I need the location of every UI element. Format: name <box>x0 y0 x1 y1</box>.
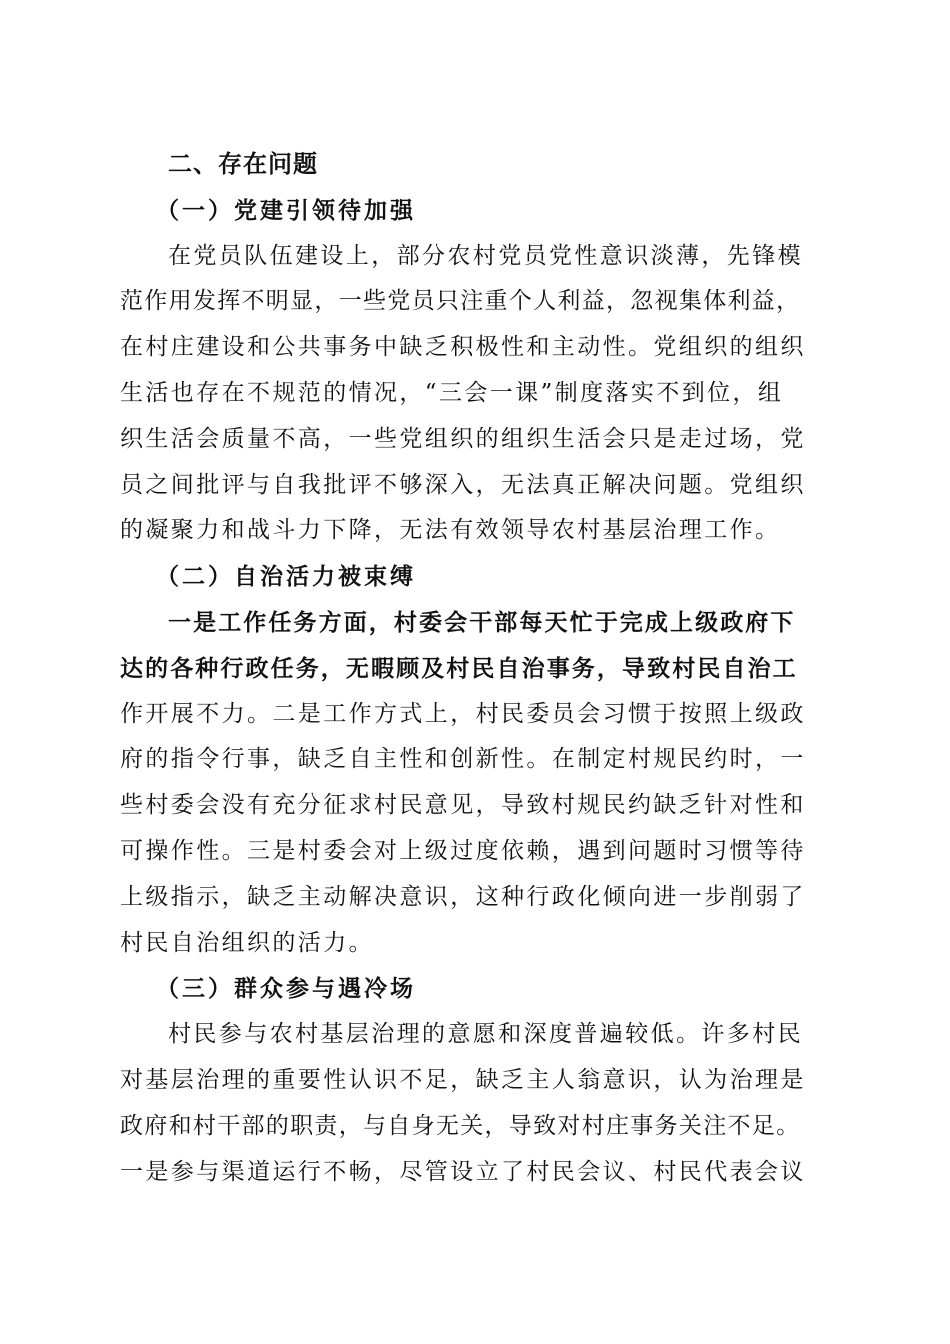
paragraph-line: 的凝聚力和战斗力下降，无法有效领导农村基层治理工作。 <box>120 517 781 544</box>
paragraph-line: 在村庄建设和公共事务中缺乏积极性和主动性。党组织的组织 <box>120 334 806 361</box>
text-body <box>120 142 832 1195</box>
section-title: 二、存在问题 <box>168 150 318 178</box>
paragraph-line: 府的指令行事，缺乏自主性和创新性。在制定村规民约时，一 <box>120 746 806 773</box>
paragraph-line: 村民自治组织的活力。 <box>120 929 374 956</box>
paragraph-line: 对基层治理的重要性认识不足，缺乏主人翁意识，认为治理是 <box>120 1066 806 1093</box>
subsection-title-3: （三）群众参与遇冷场 <box>156 975 416 1003</box>
paragraph-line: 一是工作任务方面，村委会干部每天忙于完成上级政府下 <box>168 608 796 636</box>
subsection-title-2: （二）自治活力被束缚 <box>156 563 416 591</box>
paragraph-line: 可操作性。三是村委会对上级过度依赖，遇到问题时习惯等待 <box>120 837 806 864</box>
paragraph-line: 达的各种行政任务，无暇顾及村民自治事务，导致村民自治工 <box>120 654 798 682</box>
paragraph-line: 织生活会质量不高，一些党组织的组织生活会只是走过场，党 <box>120 425 806 452</box>
paragraph-line: 政府和村干部的职责，与自身无关，导致对村庄事务关注不足。 <box>120 1112 801 1139</box>
subsection-title-1: （一）党建引领待加强 <box>156 196 416 224</box>
paragraph-line: 范作用发挥不明显，一些党员只注重个人利益，忽视集体利益， <box>120 288 801 315</box>
paragraph-line: 一是参与渠道运行不畅，尽管设立了村民会议、村民代表会议 <box>120 1158 806 1185</box>
paragraph-line: 在党员队伍建设上，部分农村党员党性意识淡薄，先锋模 <box>168 242 803 269</box>
paragraph-line: 村民参与农村基层治理的意愿和深度普遍较低。许多村民 <box>168 1021 803 1048</box>
paragraph-line: 作开展不力。二是工作方式上，村民委员会习惯于按照上级政 <box>120 700 806 727</box>
paragraph-line: 生活也存在不规范的情况，“三会一课”制度落实不到位，组 <box>120 379 784 406</box>
paragraph-line: 员之间批评与自我批评不够深入，无法真正解决问题。党组织 <box>120 471 806 498</box>
paragraph-line: 些村委会没有充分征求村民意见，导致村规民约缺乏针对性和 <box>120 792 806 819</box>
paragraph-line: 上级指示，缺乏主动解决意识，这种行政化倾向进一步削弱了 <box>120 883 806 910</box>
